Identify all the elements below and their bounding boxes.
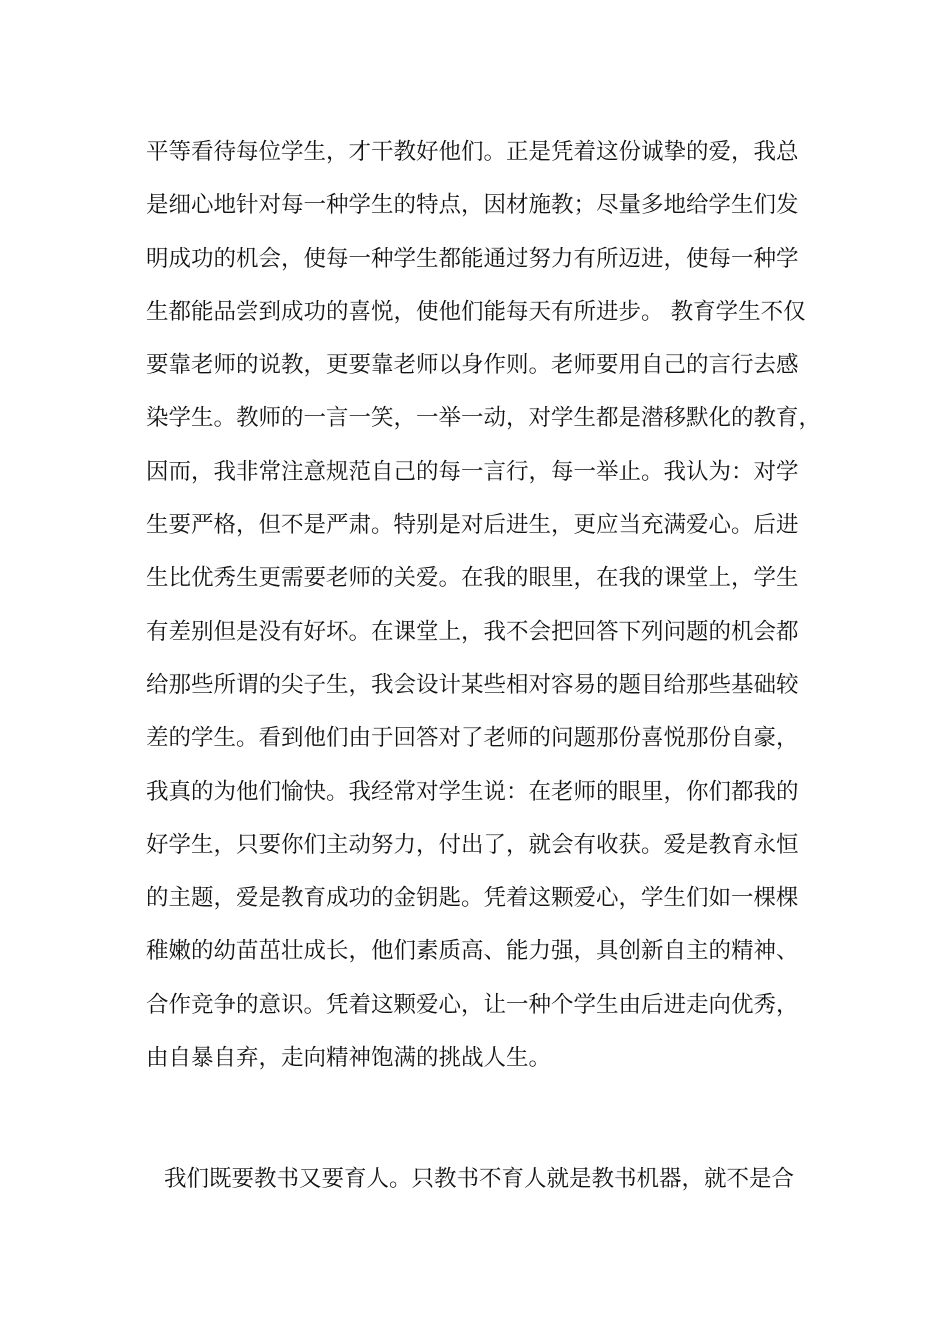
text-line: 生要严格，但不是严肃。特别是对后进生，更应当充满爱心。后进 [146,512,799,539]
paragraph-1 [146,134,826,1093]
text-line: 明成功的机会，使每一种学生都能通过努力有所迈进，使每一种学 [146,245,799,272]
text-line: 由自暴自弃，走向精神饱满的挑战人生。 [146,1045,552,1072]
text-line: 给那些所谓的尖子生，我会设计某些相对容易的题目给那些基础较 [146,671,799,698]
text-line: 稚嫩的幼苗茁壮成长，他们素质高、能力强，具创新自主的精神、 [146,938,799,965]
text-line: 好学生，只要你们主动努力，付出了，就会有收获。爱是教育永恒 [146,831,799,858]
text-line: 有差别但是没有好坏。在课堂上，我不会把回答下列问题的机会都 [146,618,799,645]
text-line: 我真的为他们愉快。我经常对学生说：在老师的眼里，你们都我的 [146,778,799,805]
text-line: 合作竞争的意识。凭着这颗爱心，让一种个学生由后进走向优秀， [146,991,799,1018]
text-line: 生比优秀生更需要老师的关爱。在我的眼里，在我的课堂上，学生 [146,565,799,592]
text-line: 差的学生。看到他们由于回答对了老师的问题那份喜悦那份自豪， [146,725,799,752]
text-line: 生都能品尝到成功的喜悦，使他们能每天有所进步。 教育学生不仅 [146,298,806,325]
text-line: 平等看待每位学生，才干教好他们。正是凭着这份诚挚的爱，我总 [146,139,799,165]
text-line: 的主题，爱是教育成功的金钥匙。凭着这颗爱心，学生们如一棵棵 [146,885,799,912]
text-line: 我们既要教书又要育人。只教书不育人就是教书机器，就不是合 [164,1166,795,1192]
text-line: 染学生。教师的一言一笑，一举一动，对学生都是潜移默化的教育， [146,405,822,432]
text-line: 要靠老师的说教，更要靠老师以身作则。老师要用自己的言行去感 [146,352,799,379]
text-line: 是细心地针对每一种学生的特点，因材施教；尽量多地给学生们发 [146,192,799,219]
paragraph-2 [146,1161,826,1214]
text-line: 因而，我非常注意规范自己的每一言行，每一举止。我认为：对学 [146,458,799,485]
